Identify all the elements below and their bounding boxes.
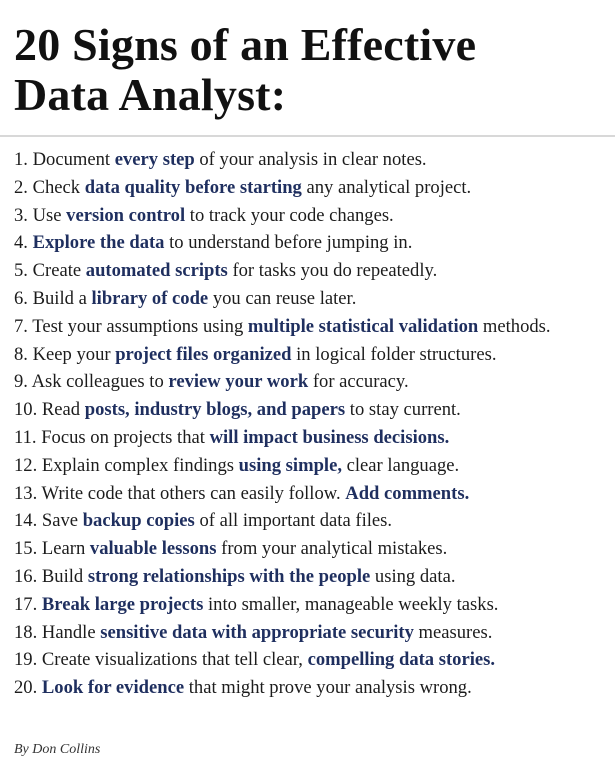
list-item: 2. Check data quality before starting any analytical project. xyxy=(14,176,472,198)
list-item: 17. Break large projects into smaller, manageable weekly tasks. xyxy=(14,593,499,615)
list-item: 15. Learn valuable lessons from your analytical mistakes. xyxy=(14,538,448,560)
header-divider xyxy=(0,135,615,137)
title-part-2: Data Analyst: xyxy=(14,69,287,120)
list-item: 19. Create visualizations that tell clear, compelling data stories. xyxy=(14,649,496,671)
list-item: 10. Read posts, industry blogs, and papers to stay current. xyxy=(14,399,461,421)
list-item: 11. Focus on projects that will impact business decisions. xyxy=(14,426,450,448)
list-item: 5. Create automated scripts for tasks you do repeatedly. xyxy=(14,260,438,282)
list-item: 12. Explain complex findings using simple, clear language. xyxy=(14,454,460,476)
signs-list xyxy=(14,146,603,702)
title-part-1: 20 Signs of an xyxy=(14,19,301,70)
list-item: 6. Build a library of code you can reuse later. xyxy=(14,287,357,309)
list-item: 3. Use version control to track your code changes. xyxy=(14,204,394,226)
author-byline: By Don Collins xyxy=(14,742,101,757)
title-highlight: Effective xyxy=(300,19,477,70)
header xyxy=(0,0,615,120)
list-item: 9. Ask colleagues to review your work for accuracy. xyxy=(14,371,409,393)
list-item: 18. Handle sensitive data with appropriate security measures. xyxy=(14,621,493,643)
list-item: 1. Document every step of your analysis in clear notes. xyxy=(14,149,427,170)
list-item: 14. Save backup copies of all important data files. xyxy=(14,510,393,532)
list-item: 20. Look for evidence that might prove your analysis wrong. xyxy=(14,677,472,699)
list-item: 13. Write code that others can easily follow. Add comments. xyxy=(14,482,470,504)
list-item: 7. Test your assumptions using multiple statistical validation methods. xyxy=(14,315,551,337)
list-item: 4. Explore the data to understand before jumping in. xyxy=(14,232,413,254)
list-item: 16. Build strong relationships with the people using data. xyxy=(14,565,456,587)
page-title xyxy=(14,20,601,120)
list-item: 8. Keep your project files organized in logical folder structures. xyxy=(14,343,497,365)
